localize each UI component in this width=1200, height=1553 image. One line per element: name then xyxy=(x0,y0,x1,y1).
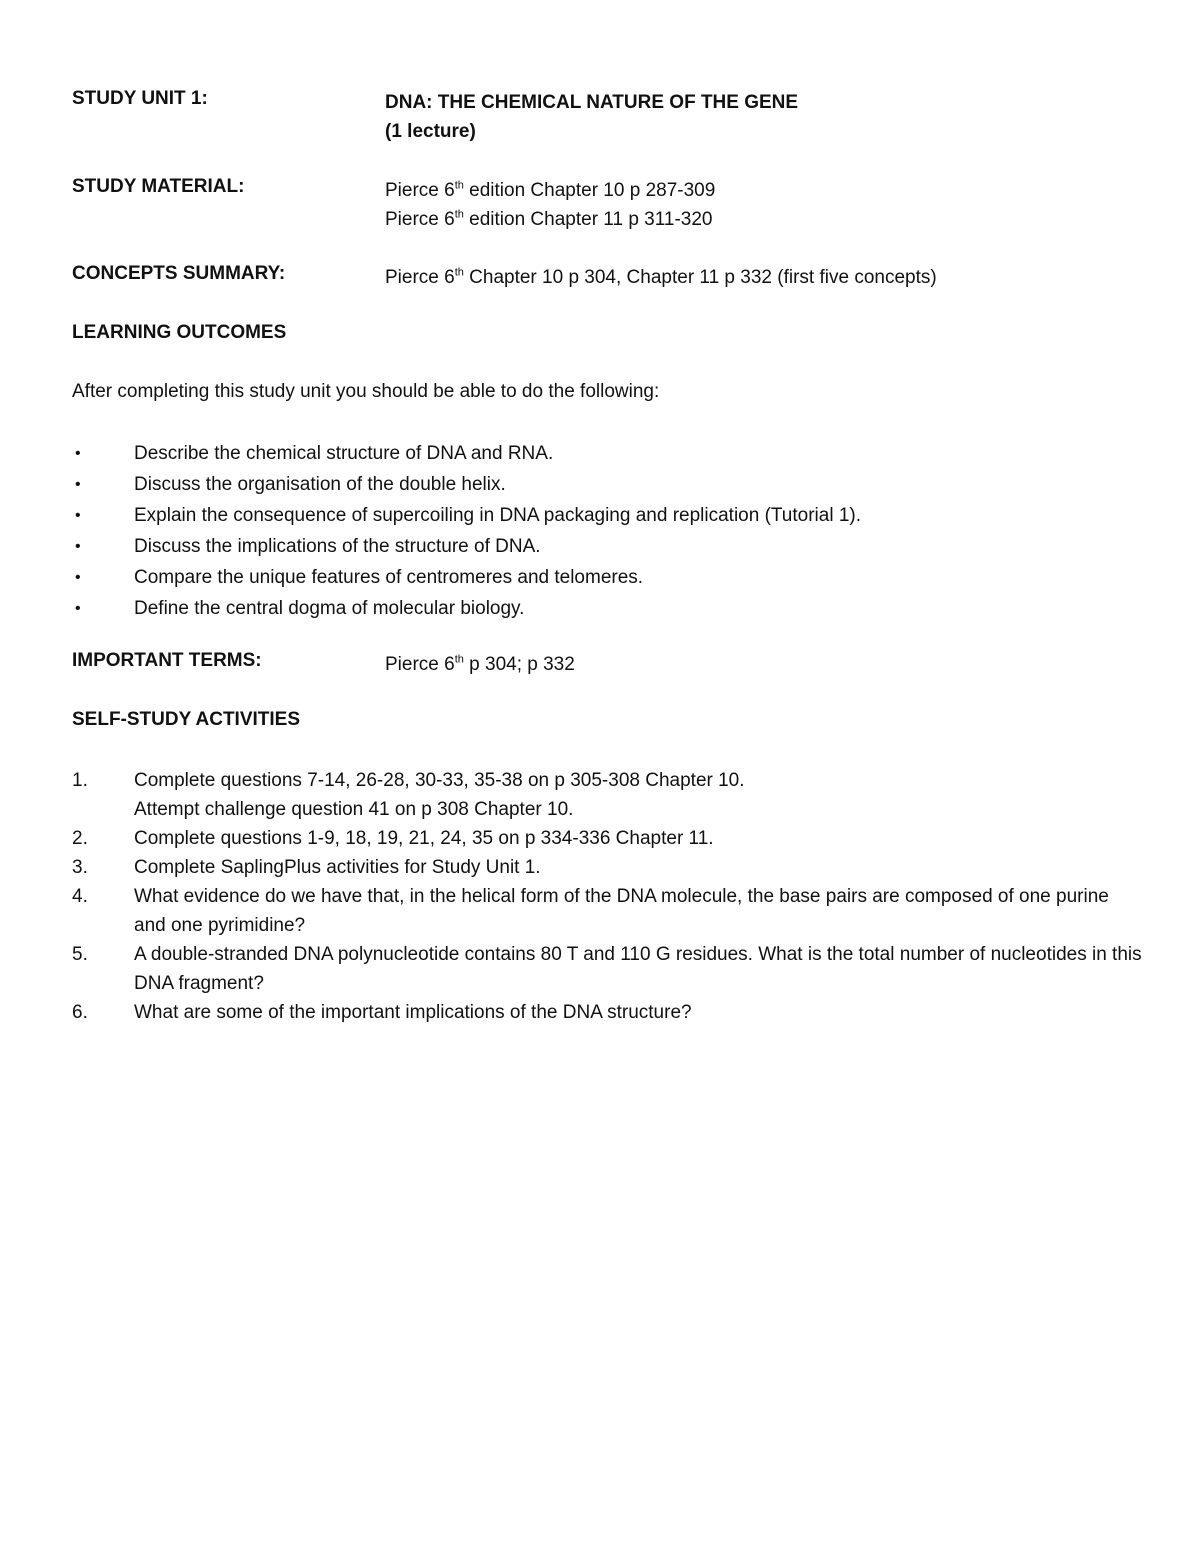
bullet-icon: • xyxy=(75,476,81,493)
bullet-icon: • xyxy=(75,538,81,555)
learning-outcomes-intro: After completing this study unit you should be able to do the following: xyxy=(72,381,660,402)
item-number: 6. xyxy=(72,1002,88,1023)
bullet-icon: • xyxy=(75,507,81,524)
study-unit-label: STUDY UNIT 1: xyxy=(72,88,208,109)
study-material-label: STUDY MATERIAL: xyxy=(72,176,245,197)
item-text: What are some of the important implications of the DNA structure? xyxy=(134,1002,692,1023)
list-item: • Describe the chemical structure of DNA and RNA. xyxy=(72,438,861,469)
item-subtext: Attempt challenge question 41 on p 308 Chapter 10. xyxy=(134,799,574,820)
item-number: 3. xyxy=(72,857,88,878)
study-unit-title: DNA: THE CHEMICAL NATURE OF THE GENE xyxy=(385,92,799,113)
important-terms-value: Pierce 6th p 304; p 332 xyxy=(385,653,575,675)
bullet-icon: • xyxy=(75,569,81,586)
item-text: Complete questions 1-9, 18, 19, 21, 24, 35 on p 334-336 Chapter 11. xyxy=(134,828,714,849)
study-material-line: Pierce 6th edition Chapter 10 p 287-309 xyxy=(385,179,716,201)
list-item xyxy=(72,824,1142,853)
item-text: Complete SaplingPlus activities for Study Unit 1. xyxy=(134,857,541,878)
list-item: • Explain the consequence of supercoiling in DNA packaging and replication (Tutorial 1). xyxy=(72,500,861,531)
list-item xyxy=(72,853,1142,882)
list-item xyxy=(72,766,1142,824)
self-study-list xyxy=(72,766,1142,1027)
important-terms-label: IMPORTANT TERMS: xyxy=(72,650,262,671)
item-text: Complete questions 7-14, 26-28, 30-33, 35-38 on p 305-308 Chapter 10. xyxy=(134,770,745,791)
list-item xyxy=(72,882,1142,940)
item-text: A double-stranded DNA polynucleotide contains 80 T and 110 G residues. What is the total number of nucleotides in this DNA fragment? xyxy=(134,944,1142,994)
bullet-icon: • xyxy=(75,600,81,617)
self-study-heading: SELF-STUDY ACTIVITIES xyxy=(72,709,301,730)
item-text: What evidence do we have that, in the helical form of the DNA molecule, the base pairs are composed of one purine and one pyrimidine? xyxy=(134,886,1109,936)
list-item xyxy=(72,998,1142,1027)
list-item: • Discuss the implications of the structure of DNA. xyxy=(72,531,861,562)
study-material-lines xyxy=(385,176,715,234)
study-unit-title-block xyxy=(385,88,798,146)
list-item: • Discuss the organisation of the double helix. xyxy=(72,469,861,500)
item-number: 4. xyxy=(72,886,88,907)
study-unit-subtitle: (1 lecture) xyxy=(385,121,476,142)
item-number: 2. xyxy=(72,828,88,849)
study-material-line: Pierce 6th edition Chapter 11 p 311-320 xyxy=(385,208,713,230)
list-item: • Define the central dogma of molecular biology. xyxy=(72,593,861,624)
learning-outcomes-list xyxy=(72,438,861,624)
list-item xyxy=(72,940,1142,998)
concepts-summary-value: Pierce 6th Chapter 10 p 304, Chapter 11 p 332 (first five concepts) xyxy=(385,266,937,288)
concepts-summary-label: CONCEPTS SUMMARY: xyxy=(72,263,286,284)
bullet-icon: • xyxy=(75,445,81,462)
item-number: 1. xyxy=(72,770,88,791)
list-item: • Compare the unique features of centromeres and telomeres. xyxy=(72,562,861,593)
learning-outcomes-heading: LEARNING OUTCOMES xyxy=(72,322,287,343)
item-number: 5. xyxy=(72,944,88,965)
